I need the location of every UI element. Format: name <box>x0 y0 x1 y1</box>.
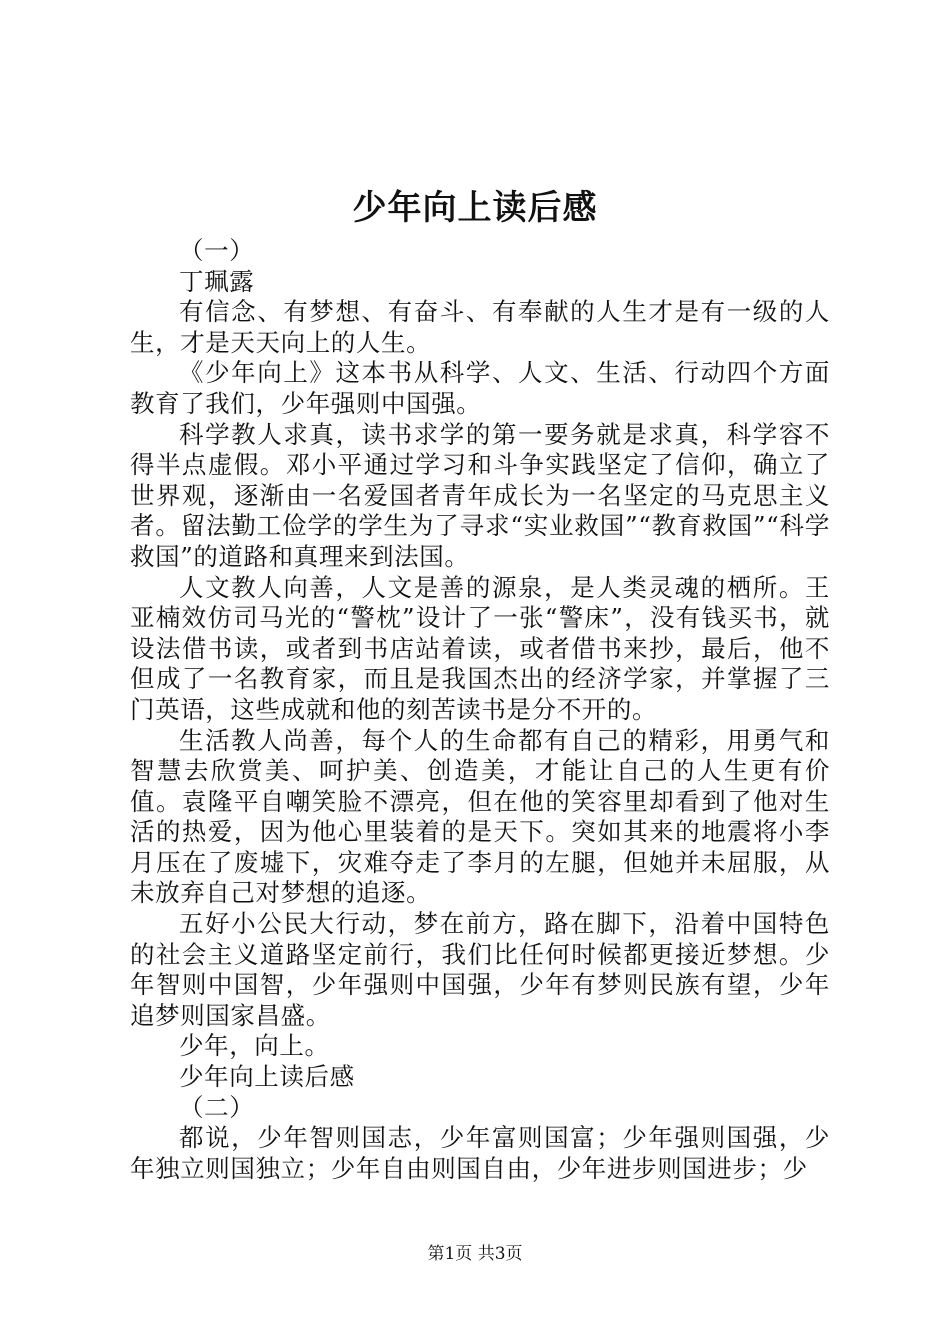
page-footer: 第1页 共3页 <box>427 1244 523 1264</box>
paragraph: 五好小公民大行动，梦在前方，路在脚下，沿着中国特色的社会主义道路坚定前行，我们比任何时候都更接近梦想。少年智则中国智，少年强则中国强，少年有梦则民族有望，少年追梦则国家昌盛。 <box>130 909 830 1030</box>
document-body <box>130 236 830 1184</box>
paragraph: 《少年向上》这本书从科学、人文、生活、行动四个方面教育了我们，少年强则中国强。 <box>130 358 830 418</box>
section-heading: 少年向上读后感 <box>179 1062 355 1092</box>
paragraph: 生活教人尚善，每个人的生命都有自己的精彩，用勇气和智慧去欣赏美、呵护美、创造美，才能让自己的人生更有价值。袁隆平自嘲笑脸不漂亮，但在他的笑容里却看到了他对生活的热爱，因为他心里装着的是天下。突如其来的地震将小李月压在了废墟下，灾难夺走了李月的左腿，但她并未屈服，从未放弃自己对梦想的追逐。 <box>130 725 830 908</box>
paragraph: 人文教人向善，人文是善的源泉，是人类灵魂的栖所。王亚楠效仿司马光的“警枕”设计了一张“警床”，没有钱买书，就设法借书读，或者到书店站着读，或者借书来抄，最后，他不但成了一名教育家，而且是我国杰出的经济学家，并掌握了三门英语，这些成就和他的刻苦读书是分不开的。 <box>130 572 830 724</box>
author-name: 丁珮露 <box>179 266 255 296</box>
paragraph: 有信念、有梦想、有奋斗、有奉献的人生才是有一级的人生，才是天天向上的人生。 <box>130 297 830 357</box>
paragraph: 都说，少年智则国志，少年富则国富；少年强则国强，少年独立则国独立；少年自由则国自由，少年进步则国进步；少 <box>130 1123 830 1183</box>
paragraph: 科学教人求真，读书求学的第一要务就是求真，科学容不得半点虚假。邓小平通过学习和斗争实践坚定了信仰，确立了世界观，逐渐由一名爱国者青年成长为一名坚定的马克思主义者。留法勤工俭学的学生为了寻求“实业救国”“教育救国”“科学救国”的道路和真理来到法国。 <box>130 419 830 571</box>
document-title: 少年向上读后感 <box>352 188 598 228</box>
paragraph: 少年，向上。 <box>179 1031 330 1061</box>
section-number: （二） <box>179 1092 255 1122</box>
section-number: （一） <box>179 236 255 265</box>
